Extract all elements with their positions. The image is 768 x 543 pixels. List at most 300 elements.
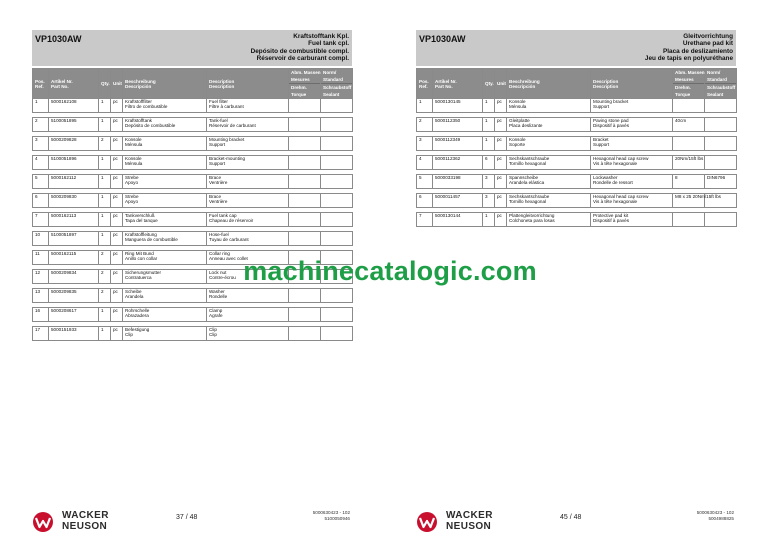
cell-unit: pc [111, 308, 123, 322]
header-pos: Pos. Ref. [33, 69, 49, 99]
cell-pos: 10 [33, 232, 49, 246]
title-de: Kraftstofftank Kpl. [293, 33, 349, 40]
table-row [417, 213, 737, 227]
cell-desc-de-es [507, 99, 591, 113]
table-row [417, 194, 737, 208]
cell-qty: 1 [99, 213, 111, 227]
desc-es: Arandela elástica [509, 180, 545, 185]
cell-desc-en-fr [207, 289, 289, 303]
title-fr: Jeu de tapis en polyuréthane [644, 54, 733, 62]
cell-desc-de-es [123, 327, 207, 341]
cell-desc-en-fr [591, 175, 673, 189]
cell-desc-de-es [123, 156, 207, 170]
cell-desc-en-fr [591, 156, 673, 170]
desc-fr: Vis à tête hexagonale [593, 199, 638, 204]
document-codes [697, 510, 734, 522]
cell-unit: pc [111, 251, 123, 265]
desc-fr: Clip [209, 332, 217, 337]
table-row [33, 99, 353, 113]
desc-fr: Contre-écrou [209, 275, 236, 280]
desc-en: Hose-fuel [209, 232, 229, 237]
cell-measures: 8 [673, 175, 705, 189]
cell-standard [321, 118, 353, 132]
cell-desc-de-es [507, 213, 591, 227]
cell-unit: pc [111, 175, 123, 189]
header-article: Artikel Nr. Part No. [433, 69, 483, 99]
brand-line-2: NEUSON [446, 520, 492, 532]
cell-unit: pc [111, 270, 123, 284]
cell-desc-de-es [123, 232, 207, 246]
cell-pos: 5 [417, 175, 433, 189]
cell-desc-en-fr [207, 213, 289, 227]
desc-en: Mounting bracket [209, 137, 245, 142]
cell-part-number: 5000130144 [433, 213, 483, 227]
desc-de: Sechskantschraube [509, 156, 550, 161]
cell-desc-de-es [123, 194, 207, 208]
desc-es: Soporte [509, 142, 526, 147]
cell-part-number: 5000112349 [433, 137, 483, 151]
table-row [417, 99, 737, 113]
desc-es: Ménsula [125, 161, 143, 166]
cell-pos: 6 [417, 194, 433, 208]
cell-unit: pc [495, 137, 507, 151]
cell-qty: 1 [99, 99, 111, 113]
document-codes [313, 510, 350, 522]
cell-measures [289, 156, 321, 170]
table-row [33, 327, 353, 341]
cell-standard [321, 156, 353, 170]
desc-es: Apoyo [125, 180, 139, 185]
header-qty: Qty. [99, 69, 111, 99]
cell-standard [321, 137, 353, 151]
cell-desc-en-fr [207, 327, 289, 341]
desc-fr: Rondelle de ressort [593, 180, 633, 185]
cell-desc-de-es [123, 251, 207, 265]
page-number: 37 / 48 [176, 514, 198, 521]
cell-measures [289, 175, 321, 189]
cell-measures: 40cm [673, 118, 705, 132]
section-titles [251, 33, 349, 62]
cell-unit: pc [495, 99, 507, 113]
cell-standard [321, 175, 353, 189]
desc-fr: Dispositif à pavés [593, 218, 630, 223]
cell-measures [289, 213, 321, 227]
cell-pos: 6 [33, 194, 49, 208]
header-standard-sealant: Norm/ Standard Schraubstoff Sealant [705, 69, 737, 99]
cell-part-number: 5000130145 [433, 99, 483, 113]
desc-de: Scheibe [125, 289, 142, 294]
cell-qty: 1 [99, 118, 111, 132]
cell-standard [705, 99, 737, 113]
cell-standard [705, 137, 737, 151]
model-name: VP1030AW [419, 34, 466, 44]
cell-unit: pc [111, 137, 123, 151]
desc-en: Tank-fuel [209, 118, 228, 123]
header-standard-sealant: Norm/ Standard Schraubstoff Sealant [321, 69, 353, 99]
cell-measures [289, 137, 321, 151]
desc-fr: Anneau avec collet [209, 256, 248, 261]
cell-desc-en-fr [207, 118, 289, 132]
desc-es: Clip [125, 332, 133, 337]
cell-qty: 1 [483, 118, 495, 132]
logo-mark-icon [32, 511, 56, 533]
watermark-text: machinecatalogic.com [243, 256, 537, 286]
cell-pos: 2 [33, 118, 49, 132]
desc-es: Abrazadera [125, 313, 149, 318]
cell-desc-en-fr [207, 175, 289, 189]
brand-line-1: WACKER [62, 510, 109, 521]
cell-unit: pc [495, 175, 507, 189]
cell-part-number: 5000112362 [433, 156, 483, 170]
desc-en: Lockwasher [593, 175, 618, 180]
desc-es: Manguera de combustible [125, 237, 178, 242]
header-measures-torque: Abm. Massen Mesures Drehm. Torque [673, 69, 705, 99]
cell-standard [321, 308, 353, 322]
desc-en: Protective pad kit [593, 213, 629, 218]
cell-standard [705, 156, 737, 170]
cell-measures [673, 213, 705, 227]
cell-unit: pc [495, 213, 507, 227]
cell-part-number: 5100051897 [49, 232, 99, 246]
model-name: VP1030AW [35, 34, 82, 44]
header-qty: Qty. [483, 69, 495, 99]
cell-desc-de-es [507, 175, 591, 189]
cell-measures [673, 137, 705, 151]
desc-fr: Support [593, 142, 610, 147]
cell-part-number: 5000208617 [49, 308, 99, 322]
desc-en: Fuel filter [209, 99, 228, 104]
cell-standard [705, 118, 737, 132]
cell-part-number: 5100051896 [49, 156, 99, 170]
title-de: Gleitvorrichtung [683, 33, 733, 40]
cell-standard [321, 213, 353, 227]
desc-en: Bracket-mounting [209, 156, 246, 161]
cell-pos: 12 [33, 270, 49, 284]
cell-pos: 1 [33, 99, 49, 113]
parts-table [32, 68, 353, 341]
desc-en: Lock nut [209, 270, 227, 275]
brand-line-1: WACKER [446, 510, 493, 521]
desc-es: Tornillo hexagonal [509, 161, 547, 166]
desc-de: Konsole [509, 99, 526, 104]
cell-qty: 1 [99, 175, 111, 189]
desc-en: Clamp [209, 308, 223, 313]
cell-pos: 4 [417, 156, 433, 170]
desc-fr: Support [209, 142, 226, 147]
cell-desc-en-fr [207, 232, 289, 246]
cell-qty: 3 [483, 194, 495, 208]
cell-pos: 13 [33, 289, 49, 303]
doc-code-1: 5000630423 - 102 [696, 510, 734, 515]
header-measures-torque: Abm. Massen Mesures Drehm. Torque [289, 69, 321, 99]
cell-desc-de-es [123, 118, 207, 132]
cell-qty: 2 [99, 251, 111, 265]
desc-fr: Ventrière [209, 199, 228, 204]
header-desc-en-fr: Description Description [207, 69, 289, 99]
table-row [417, 137, 737, 151]
cell-unit: pc [495, 118, 507, 132]
desc-de: Kraftstoffleitung [125, 232, 157, 237]
header-desc-en-fr: Description Description [591, 69, 673, 99]
desc-es: Tapa del tanque [125, 218, 158, 223]
table-row [417, 118, 737, 132]
doc-code-1: 5000630423 - 102 [312, 510, 350, 515]
desc-en: Paving stone pad [593, 118, 629, 123]
table-row [33, 308, 353, 322]
desc-de: Befestigung [125, 327, 150, 332]
desc-en: Fuel tank cap [209, 213, 237, 218]
cell-measures [289, 118, 321, 132]
cell-measures [289, 327, 321, 341]
section-header [32, 30, 352, 66]
cell-qty: 6 [483, 156, 495, 170]
desc-es: Ménsula [509, 104, 527, 109]
cell-desc-de-es [507, 137, 591, 151]
cell-qty: 1 [99, 327, 111, 341]
cell-standard [321, 99, 353, 113]
cell-desc-de-es [123, 270, 207, 284]
cell-standard [321, 327, 353, 341]
desc-fr: Support [593, 104, 610, 109]
cell-measures: 20Nm/15ft lbs [673, 156, 705, 170]
cell-measures [289, 194, 321, 208]
cell-unit: pc [111, 118, 123, 132]
cell-qty: 2 [99, 289, 111, 303]
desc-fr: Support [209, 161, 226, 166]
header-desc-de-es: Beschreibung Descripción [507, 69, 591, 99]
desc-es: Colchoneta para losas [509, 218, 555, 223]
desc-de: Sicherungsmutter [125, 270, 162, 275]
cell-pos: 16 [33, 308, 49, 322]
header-unit: Unit [495, 69, 507, 99]
desc-de: Plattengleitvorrichtung [509, 213, 555, 218]
desc-es: Depósito de combustible [125, 123, 176, 128]
desc-de: Konsole [509, 137, 526, 142]
cell-part-number: 5000162108 [49, 99, 99, 113]
header-pos: Pos. Ref. [417, 69, 433, 99]
cell-part-number: 5000162112 [49, 175, 99, 189]
cell-qty: 3 [483, 175, 495, 189]
doc-code-2: 5100050946 [324, 516, 350, 521]
desc-de: Strebe [125, 175, 139, 180]
desc-de: Kraftstofffilter [125, 99, 152, 104]
table-row [33, 137, 353, 151]
cell-part-number: 5000209830 [49, 194, 99, 208]
cell-unit: pc [111, 213, 123, 227]
desc-de: Rohrschelle [125, 308, 150, 313]
desc-de: Gleitplatte [509, 118, 530, 123]
desc-es: Filtro de combustible [125, 104, 168, 109]
cell-qty: 1 [99, 156, 111, 170]
desc-es: Placa deslizante [509, 123, 543, 128]
cell-part-number: 5100051895 [49, 118, 99, 132]
cell-pos: 4 [33, 156, 49, 170]
cell-part-number: 5000162113 [49, 213, 99, 227]
cell-pos: 3 [33, 137, 49, 151]
cell-standard: DIN6796 [705, 175, 737, 189]
parts-table [416, 68, 737, 227]
cell-desc-de-es [123, 213, 207, 227]
cell-qty: 1 [99, 308, 111, 322]
cell-pos: 17 [33, 327, 49, 341]
header-unit: Unit [111, 69, 123, 99]
cell-desc-en-fr [207, 99, 289, 113]
page-footer [384, 510, 768, 534]
desc-de: Konsole [125, 137, 142, 142]
page-footer [0, 510, 384, 534]
table-row [33, 194, 353, 208]
wacker-neuson-logo [416, 510, 506, 534]
cell-pos: 2 [417, 118, 433, 132]
desc-en: Washer [209, 289, 225, 294]
desc-de: Ring Mit Bund [125, 251, 154, 256]
cell-unit: pc [111, 232, 123, 246]
desc-en: Clip [209, 327, 217, 332]
title-fr: Réservoir de carburant compl. [256, 54, 349, 62]
desc-fr: Tuyau de carburant [209, 237, 249, 242]
title-es: Depósito de combustible compl. [250, 47, 349, 55]
cell-desc-en-fr [591, 137, 673, 151]
logo-mark-icon [416, 511, 440, 533]
cell-pos: 7 [417, 213, 433, 227]
cell-part-number: 5000033198 [433, 175, 483, 189]
cell-desc-en-fr [207, 156, 289, 170]
desc-fr: Réservoir de carburant [209, 123, 256, 128]
cell-standard [321, 289, 353, 303]
cell-qty: 1 [483, 213, 495, 227]
cell-unit: pc [111, 156, 123, 170]
table-row [33, 213, 353, 227]
desc-fr: Chapeau de réservoir [209, 218, 254, 223]
desc-en: Hexagonal head cap screw [593, 194, 649, 199]
cell-unit: pc [111, 99, 123, 113]
header-desc-de-es: Beschreibung Descripción [123, 69, 207, 99]
cell-part-number: 5000162115 [49, 251, 99, 265]
cell-pos: 11 [33, 251, 49, 265]
section-titles [645, 33, 733, 62]
desc-de: Sechskantschraube [509, 194, 550, 199]
desc-fr: Agrafe [209, 313, 223, 318]
desc-en: Bracket [593, 137, 609, 142]
wacker-neuson-logo [32, 510, 122, 534]
cell-desc-de-es [507, 194, 591, 208]
cell-pos: 7 [33, 213, 49, 227]
cell-part-number: 5000112350 [433, 118, 483, 132]
cell-pos: 1 [417, 99, 433, 113]
title-en: Fuel tank cpl. [308, 40, 349, 48]
cell-desc-en-fr [591, 194, 673, 208]
cell-measures [673, 99, 705, 113]
cell-part-number: 5000151933 [49, 327, 99, 341]
cell-unit: pc [111, 289, 123, 303]
title-en: Urethane pad kit [682, 40, 733, 48]
cell-measures [289, 289, 321, 303]
cell-desc-de-es [123, 137, 207, 151]
table-row [33, 289, 353, 303]
desc-es: Arandela [125, 294, 144, 299]
desc-en: Collar ring [209, 251, 230, 256]
page-number: 45 / 48 [560, 514, 582, 521]
desc-de: Konsole [125, 156, 142, 161]
cell-measures [289, 232, 321, 246]
cell-qty: 2 [99, 137, 111, 151]
table-row [33, 232, 353, 246]
cell-qty: 1 [99, 232, 111, 246]
header-article: Artikel Nr. Part No. [49, 69, 99, 99]
cell-unit: pc [495, 156, 507, 170]
cell-standard [321, 232, 353, 246]
cell-measures [289, 308, 321, 322]
cell-desc-de-es [123, 289, 207, 303]
desc-fr: Filtre à carburant [209, 104, 244, 109]
desc-es: Apoyo [125, 199, 139, 204]
desc-es: Ménsula [125, 142, 143, 147]
desc-es: Tornillo hexagonal [509, 199, 547, 204]
cell-desc-en-fr [591, 213, 673, 227]
cell-part-number: 5000209828 [49, 137, 99, 151]
cell-qty: 1 [99, 194, 111, 208]
cell-desc-en-fr [207, 308, 289, 322]
doc-code-2: 5004988825 [708, 516, 734, 521]
table-row [33, 175, 353, 189]
cell-desc-en-fr [207, 137, 289, 151]
cell-unit: pc [111, 194, 123, 208]
table-row [33, 118, 353, 132]
desc-en: Hexagonal head cap screw [593, 156, 649, 161]
cell-pos: 5 [33, 175, 49, 189]
desc-de: Strebe [125, 194, 139, 199]
cell-part-number: 5000209835 [49, 289, 99, 303]
cell-desc-de-es [123, 308, 207, 322]
cell-pos: 3 [417, 137, 433, 151]
cell-qty: 1 [483, 99, 495, 113]
cell-desc-de-es [123, 99, 207, 113]
cell-unit: pc [111, 327, 123, 341]
table-row [417, 156, 737, 170]
cell-standard [321, 194, 353, 208]
desc-en: Mounting bracket [593, 99, 629, 104]
desc-es: Contratuerca [125, 275, 152, 280]
cell-desc-de-es [507, 118, 591, 132]
brand-line-2: NEUSON [62, 520, 108, 532]
desc-en: Brace [209, 194, 222, 199]
cell-desc-en-fr [591, 99, 673, 113]
title-es: Placa de deslizamiento [663, 47, 733, 55]
table-row [33, 156, 353, 170]
cell-part-number: 5000011457 [433, 194, 483, 208]
cell-qty: 1 [483, 137, 495, 151]
desc-fr: Dispositif à pavés [593, 123, 630, 128]
table-row [417, 175, 737, 189]
cell-part-number: 5000209834 [49, 270, 99, 284]
desc-de: Tankverschluß [125, 213, 155, 218]
desc-es: Anillo con collar [125, 256, 158, 261]
desc-de: Kraftstofftank [125, 118, 152, 123]
cell-standard [705, 213, 737, 227]
cell-desc-en-fr [591, 118, 673, 132]
desc-fr: Ventrière [209, 180, 228, 185]
cell-desc-en-fr [207, 194, 289, 208]
desc-fr: Rondelle [209, 294, 228, 299]
cell-desc-de-es [507, 156, 591, 170]
cell-measures: M8 x 25 20Nm/15ft lbs [673, 194, 705, 208]
section-header [416, 30, 736, 66]
cell-measures [289, 99, 321, 113]
cell-desc-de-es [123, 175, 207, 189]
desc-en: Brace [209, 175, 222, 180]
desc-fr: Vis à tête hexagonale [593, 161, 638, 166]
desc-de: Spannscheibe [509, 175, 539, 180]
